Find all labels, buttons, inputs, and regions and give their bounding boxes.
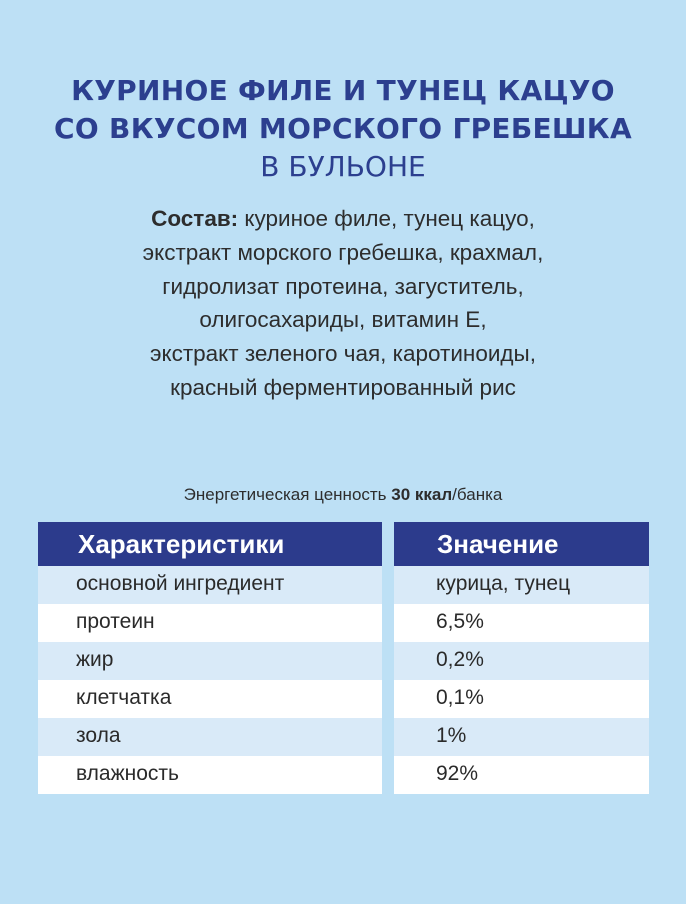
values-column [394, 522, 649, 794]
energy-prefix: Энергетическая ценность [183, 485, 392, 504]
table-row-value: 0,2% [394, 642, 649, 680]
title-line-1: КУРИНОЕ ФИЛЕ И ТУНЕЦ КАЦУО [71, 74, 615, 107]
characteristics-header: Характеристики [38, 522, 382, 566]
composition-line-1 [0, 202, 686, 236]
composition-line-4: олигосахариды, витамин Е, [199, 307, 487, 333]
characteristics-column [38, 522, 382, 794]
table-row-name: жир [38, 642, 382, 680]
table-row-name: клетчатка [38, 680, 382, 718]
table-row-value: 92% [394, 756, 649, 794]
table-row-name: основной ингредиент [38, 566, 382, 604]
title-line-2: СО ВКУСОМ МОРСКОГО ГРЕБЕШКА [54, 112, 632, 145]
table-row-name: протеин [38, 604, 382, 642]
composition-line-3: гидролизат протеина, загуститель, [162, 273, 524, 299]
table-row-value: 1% [394, 718, 649, 756]
table-row-name: влажность [38, 756, 382, 794]
composition-line-1-text: куриное филе, тунец кацуо, [238, 206, 535, 231]
energy-value-text [0, 484, 686, 506]
composition-line-6: красный ферментированный рис [170, 374, 516, 400]
product-title [0, 72, 686, 186]
table-row-value: 0,1% [394, 680, 649, 718]
table-row-value: 6,5% [394, 604, 649, 642]
title-line-3: В БУЛЬОНЕ [260, 150, 426, 183]
table-row-value: курица, тунец [394, 566, 649, 604]
composition-label: Состав: [151, 206, 239, 231]
energy-value: 30 ккал [391, 485, 453, 504]
composition-text [0, 202, 686, 405]
composition-line-5: экстракт зеленого чая, каротиноиды, [150, 341, 536, 367]
values-header: Значение [394, 522, 649, 566]
table-row-name: зола [38, 718, 382, 756]
composition-line-2: экстракт морского гребешка, крахмал, [142, 239, 544, 265]
energy-suffix: /банка [452, 485, 503, 504]
